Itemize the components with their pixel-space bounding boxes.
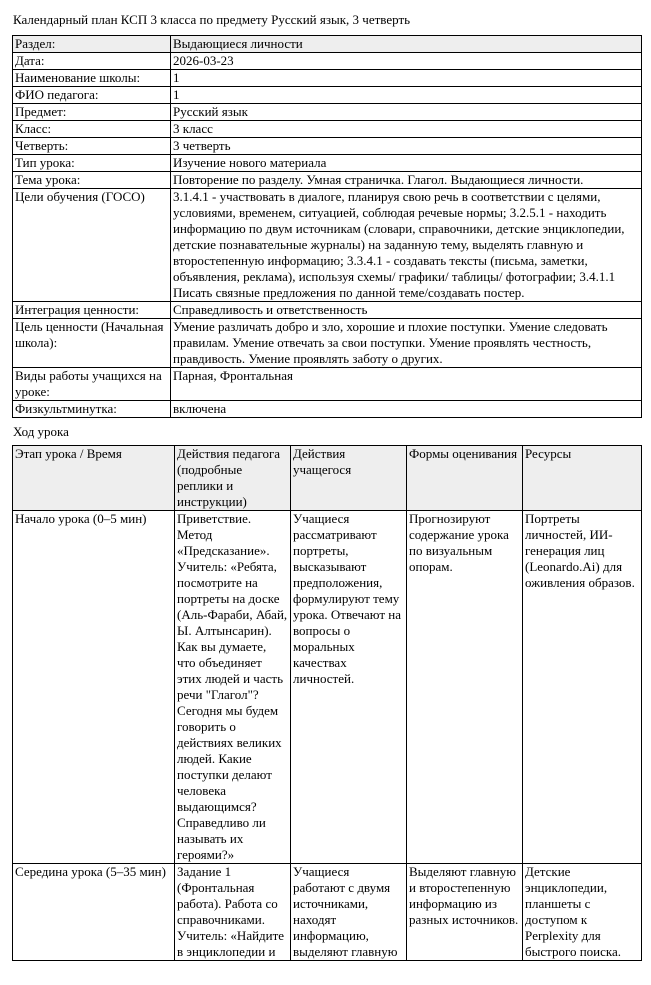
info-value: 2026-03-23 [171,53,642,70]
info-value: Изучение нового материала [171,155,642,172]
header-assessment: Формы оценивания [407,446,523,511]
info-label: Цели обучения (ГОСО) [13,189,171,302]
stage-cell: Начало урока (0–5 мин) [13,511,175,864]
info-row [13,121,642,138]
info-row [13,104,642,121]
info-value: 3 класс [171,121,642,138]
info-value: Повторение по разделу. Умная страничка. Глагол. Выдающиеся личности. [171,172,642,189]
info-value: включена [171,401,642,418]
info-label: Физкультминутка: [13,401,171,418]
info-row [13,53,642,70]
info-value: 1 [171,70,642,87]
assessment-cell: Прогнозируют содержание урока по визуальным опорам. [407,511,523,864]
info-value: Справедливость и ответственность [171,302,642,319]
info-value: Выдающиеся личности [171,36,642,53]
info-value: 1 [171,87,642,104]
info-row [13,172,642,189]
lesson-flow-heading: Ход урока [13,424,69,439]
info-label: Виды работы учащихся на уроке: [13,368,171,401]
info-row [13,319,642,368]
info-label: Цель ценности (Начальная школа): [13,319,171,368]
info-row [13,189,642,302]
info-label: Наименование школы: [13,70,171,87]
info-row [13,36,642,53]
info-value: Русский язык [171,104,642,121]
info-row [13,138,642,155]
page-title: Календарный план КСП 3 класса по предмету Русский язык, 3 четверть [13,12,411,27]
info-row [13,155,642,172]
info-label: Тип урока: [13,155,171,172]
info-label: Класс: [13,121,171,138]
assessment-cell: Выделяют главную и второстепенную информацию из разных источников. [407,864,523,961]
lesson-info-table [12,35,642,418]
resources-cell: Портреты личностей, ИИ-генерация лиц (Leonardo.Ai) для оживления образов. [523,511,642,864]
resources-cell: Детские энциклопедии, планшеты с доступом к Perplexity для быстрого поиска. [523,864,642,961]
info-value: Умение различать добро и зло, хорошие и плохие поступки. Умение следовать правилам. Умение отвечать за свои поступки. Умение проявлять честность, правдивость. Умение проявлять заботу о других. [171,319,642,368]
teacher-cell: Задание 1 (Фронтальная работа). Работа со справочниками. Учитель: «Найдите в энциклопедии и [175,864,291,961]
student-cell: Учащиеся работают с двумя источниками, находят информацию, выделяют главную [291,864,407,961]
header-student: Действия учащегося [291,446,407,511]
lesson-flow-table [12,445,642,961]
stage-cell: Середина урока (5–35 мин) [13,864,175,961]
header-teacher: Действия педагога (подробные реплики и инструкции) [175,446,291,511]
lesson-row [13,864,642,961]
header-resources: Ресурсы [523,446,642,511]
info-value: 3 четверть [171,138,642,155]
info-label: Раздел: [13,36,171,53]
header-stage: Этап урока / Время [13,446,175,511]
student-cell: Учащиеся рассматривают портреты, высказывают предположения, формулируют тему урока. Отвечают на вопросы о моральных качествах личностей. [291,511,407,864]
info-label: Дата: [13,53,171,70]
lesson-row [13,511,642,864]
lesson-header-row [13,446,642,511]
info-label: ФИО педагога: [13,87,171,104]
info-row [13,302,642,319]
info-label: Предмет: [13,104,171,121]
info-value: 3.1.4.1 - участвовать в диалоге, планируя свою речь в соответствии с целями, условиями, временем, ситуацией, соблюдая речевые нормы; 3.2.5.1 - находить информацию по двум источникам (словари, справочники, детские энциклопедии, детские познавательные журналы) на заданную тему, выделять главную и второстепенную информацию; 3.3.4.1 - создавать тексты (письма, заметки, объявления, реклама), используя схемы/ графики/ таблицы/ фотографии; 3.4.1.1 Писать связные предложения по данной теме/создавать постер. [171,189,642,302]
info-label: Интеграция ценности: [13,302,171,319]
info-label: Тема урока: [13,172,171,189]
info-row [13,70,642,87]
info-label: Четверть: [13,138,171,155]
info-row [13,87,642,104]
info-row [13,368,642,401]
teacher-cell: Приветствие. Метод «Предсказание». Учитель: «Ребята, посмотрите на портреты на доске (Аль-Фараби, Абай, Ы. Алтынсарин). Как вы думаете, что объединяет этих людей и часть речи "Глагол"? Сегодня мы будем говорить о действиях великих людей. Какие поступки делают человека выдающимся? Справедливо ли называть их героями?» [175,511,291,864]
info-value: Парная, Фронтальная [171,368,642,401]
info-row [13,401,642,418]
